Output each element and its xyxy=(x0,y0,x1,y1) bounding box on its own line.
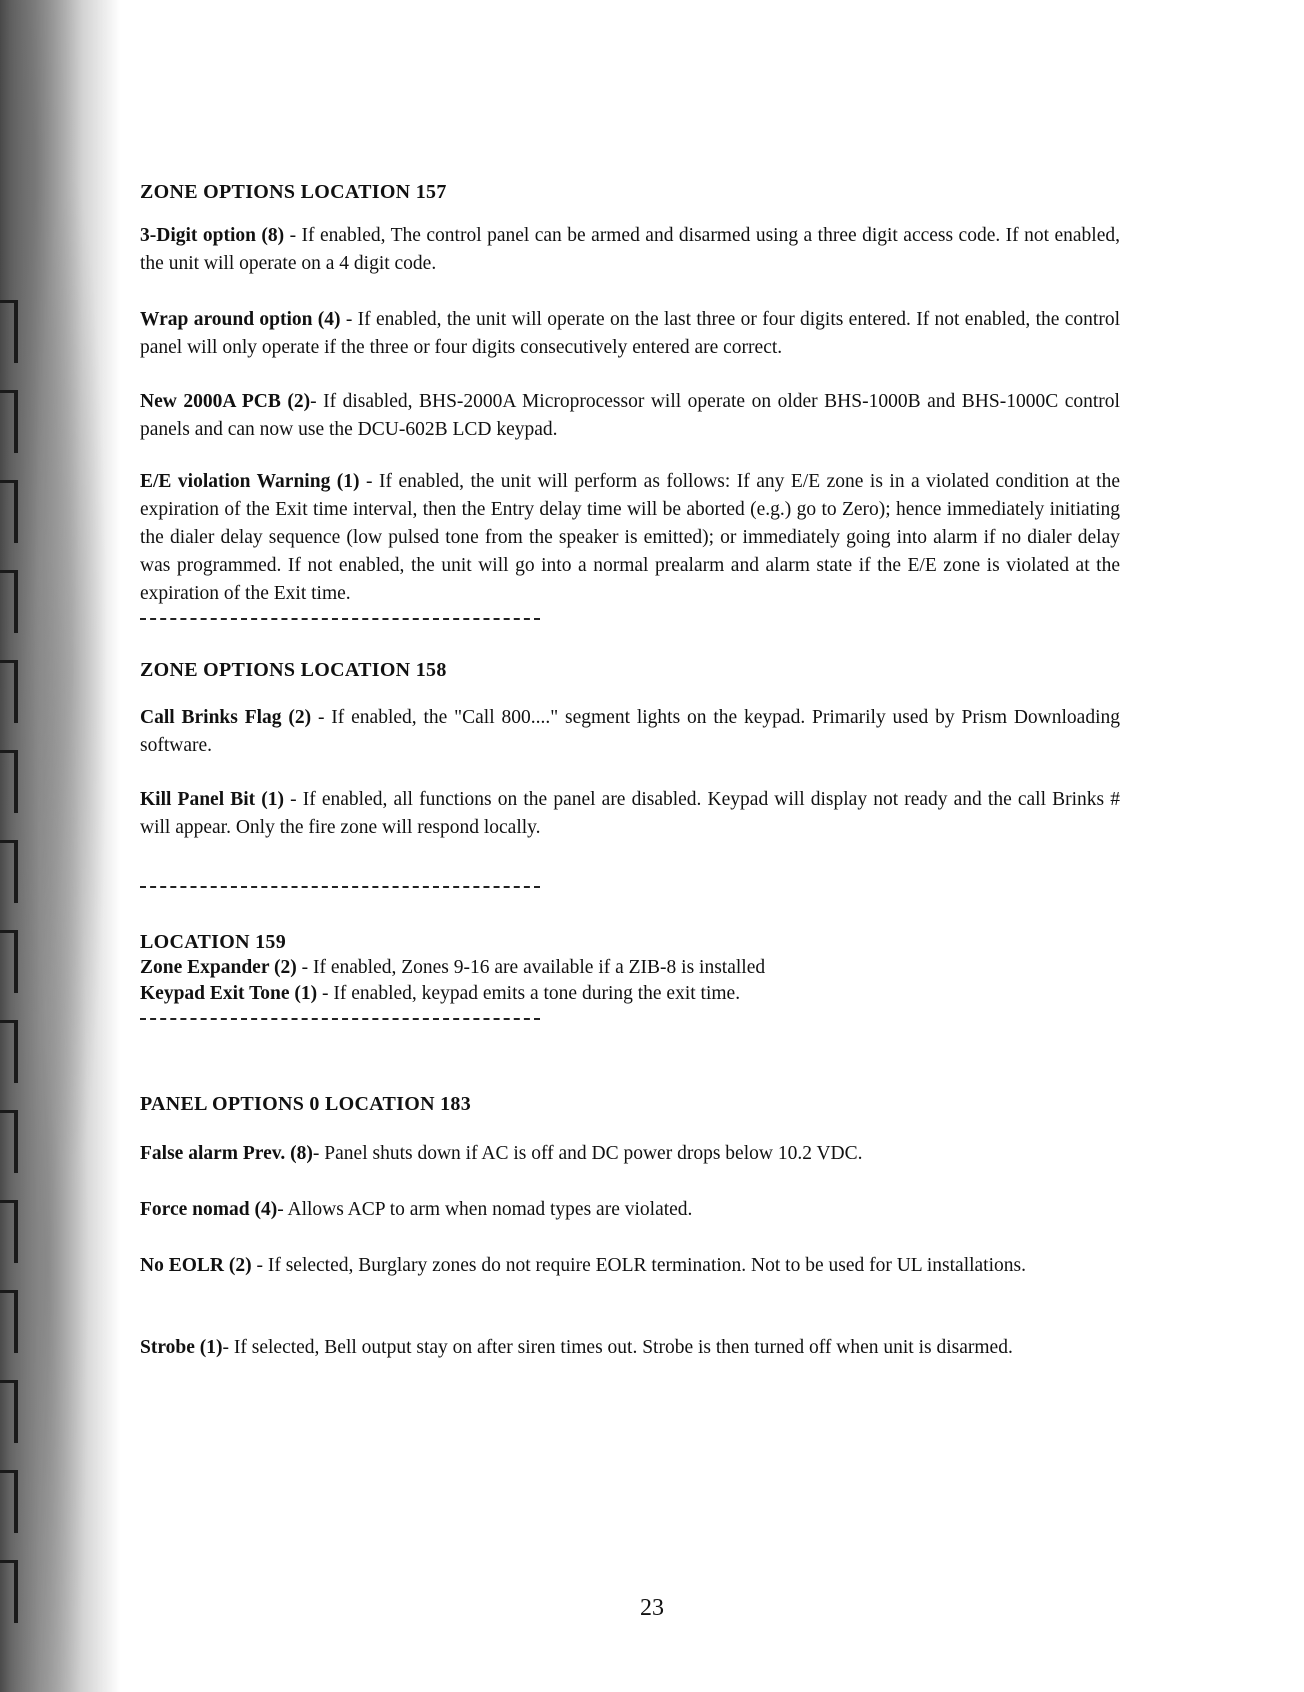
binder-ring xyxy=(0,750,18,813)
option-paragraph xyxy=(140,468,1120,608)
section-heading: ZONE OPTIONS LOCATION 158 xyxy=(140,659,447,681)
option-term: Force nomad (4) xyxy=(140,1199,278,1220)
option-term: Wrap around option (4) xyxy=(140,309,341,330)
binder-ring xyxy=(0,570,18,633)
binder-ring xyxy=(0,300,18,363)
option-term: 3-Digit option (8) xyxy=(140,225,285,246)
binder-ring xyxy=(0,930,18,993)
binder-ring xyxy=(0,1380,18,1443)
binder-ring xyxy=(0,480,18,543)
option-description: - Allows ACP to arm when nomad types are violated. xyxy=(277,1199,693,1220)
option-description: - If selected, Burglary zones do not require EOLR termination. Not to be used for UL installations. xyxy=(251,1255,1026,1276)
option-paragraph xyxy=(140,1334,1120,1362)
option-description: - If enabled, the unit will perform as follows: If any E/E zone is in a violated condition at the expiration of the Exit time interval, then the Entry delay time will be aborted (e.g.) go to Zero); hence immediately initiating the dialer delay sequence (low pulsed tone from the speaker is emitted); or immediately going into alarm if no dialer delay was programmed. If not enabled, the unit will go into a normal prealarm and alarm state if the E/E zone is violated at the expiration of the Exit time. xyxy=(140,471,1120,604)
section-heading: LOCATION 159 xyxy=(140,931,287,953)
option-description: - Panel shuts down if AC is off and DC power drops below 10.2 VDC. xyxy=(312,1143,863,1164)
binder-ring xyxy=(0,1200,18,1263)
binder-ring xyxy=(0,1470,18,1533)
binder-ring xyxy=(0,660,18,723)
section-separator xyxy=(140,886,540,888)
option-term: No EOLR (2) xyxy=(140,1255,252,1276)
option-term: False alarm Prev. (8) xyxy=(140,1143,313,1164)
option-paragraph xyxy=(140,306,1120,362)
option-paragraph xyxy=(140,1252,1120,1280)
section-heading: PANEL OPTIONS 0 LOCATION 183 xyxy=(140,1093,472,1115)
option-description: - If selected, Bell output stay on after siren times out. Strobe is then turned off when unit is disarmed. xyxy=(222,1337,1013,1358)
option-term: Zone Expander (2) xyxy=(140,957,297,978)
option-paragraph xyxy=(140,1196,1120,1224)
option-paragraph xyxy=(140,786,1120,842)
option-description: - If disabled, BHS-2000A Microprocessor will operate on older BHS-1000B and BHS-1000C control panels and can now use the DCU-602B LCD keypad. xyxy=(140,391,1120,440)
option-paragraph xyxy=(140,388,1120,444)
option-description: - If enabled, keypad emits a tone during the exit time. xyxy=(317,983,741,1004)
option-description: - If enabled, the "Call 800...." segment lights on the keypad. Primarily used by Prism Downloading software. xyxy=(140,707,1120,756)
binder-ring xyxy=(0,1110,18,1173)
option-paragraph xyxy=(140,954,1120,982)
option-term: E/E violation Warning (1) xyxy=(140,471,360,492)
option-description: - If enabled, Zones 9-16 are available if a ZIB-8 is installed xyxy=(296,957,766,978)
option-term: New 2000A PCB (2) xyxy=(140,391,311,412)
section-heading: ZONE OPTIONS LOCATION 157 xyxy=(140,181,447,203)
option-paragraph xyxy=(140,222,1120,278)
binder-edge-shadow xyxy=(0,0,120,1692)
section-separator xyxy=(140,1018,540,1020)
option-description: - If enabled, The control panel can be armed and disarmed using a three digit access code. If not enabled, the unit will operate on a 4 digit code. xyxy=(140,225,1120,274)
section-separator xyxy=(140,618,540,620)
binder-ring xyxy=(0,840,18,903)
option-term: Keypad Exit Tone (1) xyxy=(140,983,318,1004)
binder-ring xyxy=(0,1290,18,1353)
option-term: Call Brinks Flag (2) xyxy=(140,707,312,728)
option-term: Strobe (1) xyxy=(140,1337,223,1358)
option-paragraph xyxy=(140,704,1120,760)
page-number: 23 xyxy=(640,1595,664,1621)
option-term: Kill Panel Bit (1) xyxy=(140,789,285,810)
option-paragraph xyxy=(140,980,1120,1008)
option-description: - If enabled, the unit will operate on the last three or four digits entered. If not enabled, the control panel will only operate if the three or four digits consecutively entered are correct. xyxy=(140,309,1120,358)
binder-ring xyxy=(0,1020,18,1083)
binder-ring xyxy=(0,390,18,453)
option-description: - If enabled, all functions on the panel are disabled. Keypad will display not ready and the call Brinks # will appear. Only the fire zone will respond locally. xyxy=(140,789,1120,838)
option-paragraph xyxy=(140,1140,1120,1168)
